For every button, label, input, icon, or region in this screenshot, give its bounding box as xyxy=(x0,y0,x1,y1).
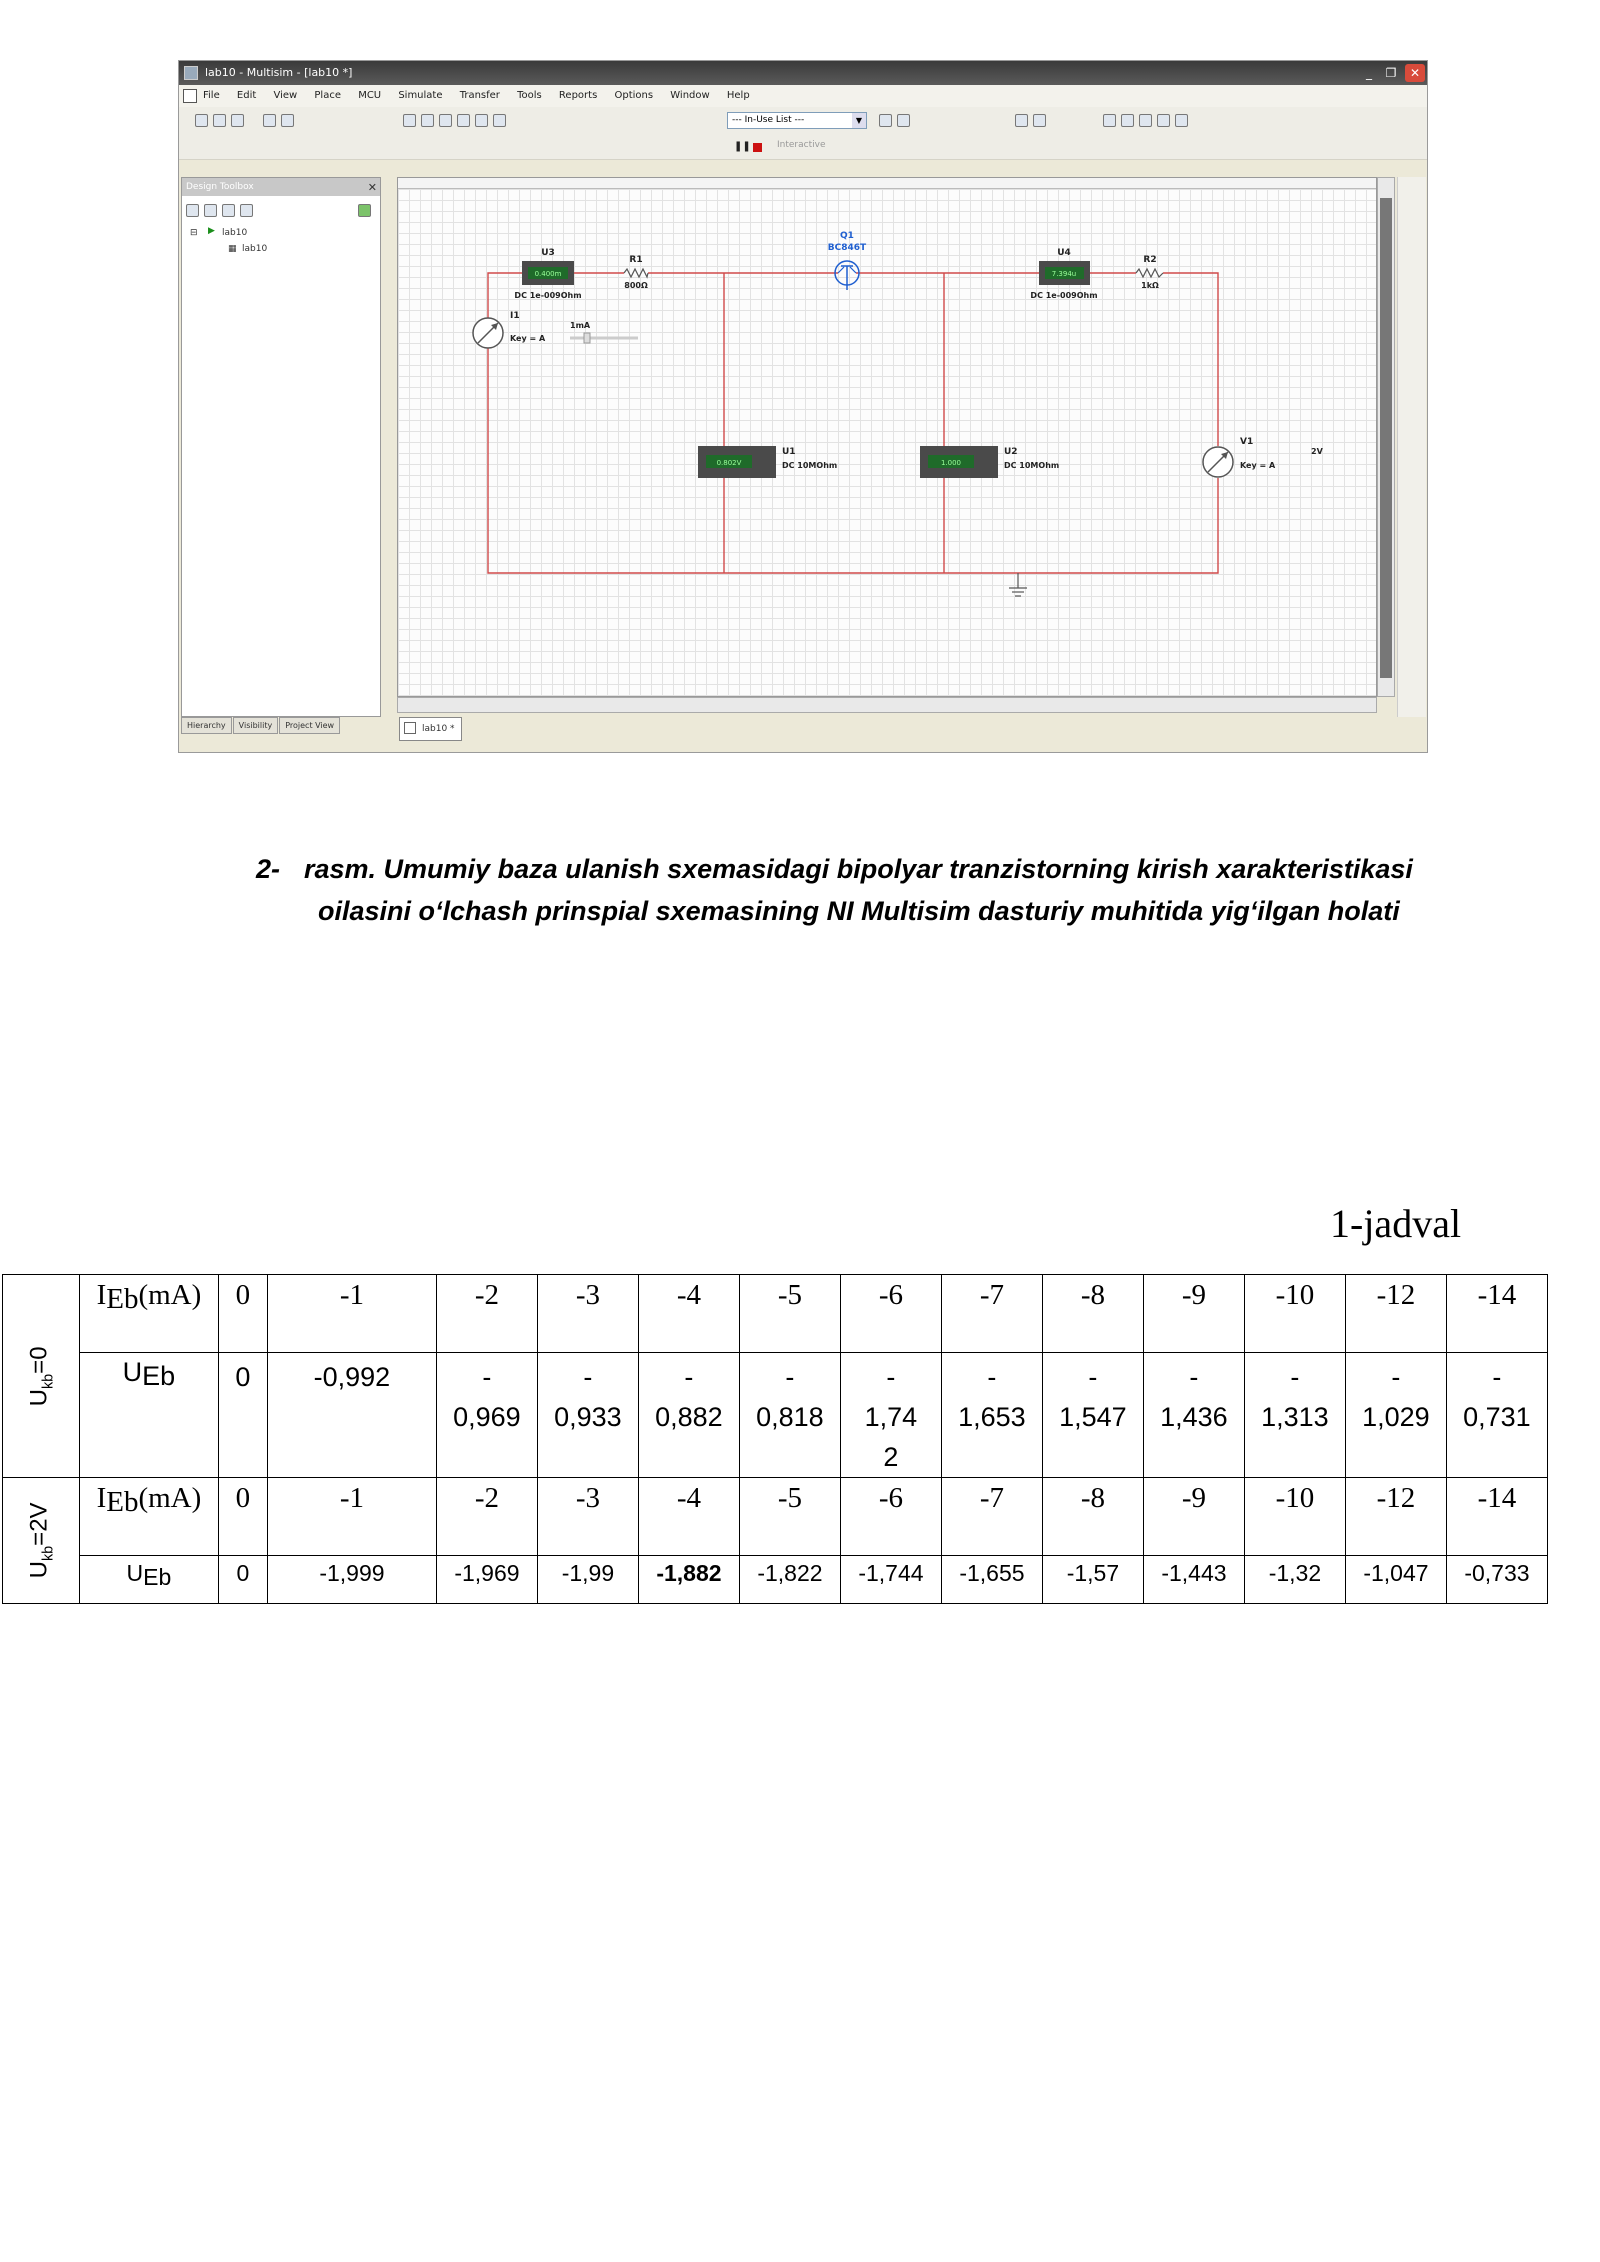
voltmeter-u2[interactable] xyxy=(920,446,1059,478)
label-unit: (mA) xyxy=(138,1279,202,1311)
cell-line: 2 xyxy=(883,1442,899,1472)
table-cell: -1,882 xyxy=(638,1556,739,1604)
menu-reports[interactable]: Reports xyxy=(558,90,598,101)
grapher-icon[interactable] xyxy=(475,114,488,127)
resistor-r2[interactable] xyxy=(1136,255,1163,290)
table-caption: 1-jadval xyxy=(1330,1201,1462,1246)
i1-value: 1mA xyxy=(570,321,591,330)
ground-symbol xyxy=(1009,573,1027,596)
in-use-list-dropdown[interactable] xyxy=(727,112,867,129)
table-cell: -1,32 xyxy=(1244,1556,1345,1604)
tree-item-root[interactable]: lab10 xyxy=(222,228,248,238)
r1-label: R1 xyxy=(629,255,643,265)
fullscreen-icon[interactable] xyxy=(1175,114,1188,127)
table-cell: 0 xyxy=(218,1478,267,1556)
instruments-toolbar xyxy=(1397,177,1426,717)
tab-lab10[interactable] xyxy=(399,717,462,741)
table-row-current xyxy=(3,1275,1548,1353)
save-icon[interactable] xyxy=(231,114,244,127)
menu-bar xyxy=(179,85,1427,107)
label-subscript: Eb xyxy=(143,1564,172,1591)
properties-icon[interactable] xyxy=(222,204,235,217)
play-icon: ▶ xyxy=(208,226,215,236)
cell-line: 0,933 xyxy=(554,1402,622,1432)
table-cell: -1,655 xyxy=(941,1556,1042,1604)
cell-line: - xyxy=(1088,1362,1098,1392)
tab-hierarchy[interactable]: Hierarchy xyxy=(181,717,232,734)
table-cell: -1 xyxy=(267,1478,436,1556)
wires xyxy=(488,273,1218,573)
cell-line: 1,313 xyxy=(1261,1402,1329,1432)
table-cell: -3 xyxy=(537,1478,638,1556)
database-icon[interactable] xyxy=(457,114,470,127)
toolbox-header xyxy=(182,178,380,196)
group-label-tail: =2V xyxy=(25,1502,53,1546)
u3-label: U3 xyxy=(541,248,555,258)
v1-value: 2V xyxy=(1311,447,1323,456)
open-icon[interactable] xyxy=(204,204,217,217)
cell-line: 1,029 xyxy=(1362,1402,1430,1432)
cell-line: -0,992 xyxy=(313,1362,391,1392)
table-cell: -1,999 xyxy=(267,1556,436,1604)
label-main: I xyxy=(96,1482,107,1514)
table-cell xyxy=(1042,1353,1143,1478)
label-main: U xyxy=(126,1560,144,1586)
probe-icon[interactable] xyxy=(879,114,892,127)
current-label xyxy=(79,1478,218,1556)
caption-text-1: rasm. Umumiy baza ulanish sxemasidagi bipolyar tranzistorning kirish xarakteristikasi xyxy=(304,854,1413,884)
new-page-icon[interactable] xyxy=(186,204,199,217)
u4-spec: DC 1e-009Ohm xyxy=(1030,291,1098,300)
table-cell: -10 xyxy=(1244,1478,1345,1556)
table-cell: -1,443 xyxy=(1143,1556,1244,1604)
r2-label: R2 xyxy=(1143,255,1157,265)
table-cell: -1 xyxy=(267,1275,436,1353)
current-source-i1[interactable] xyxy=(473,311,638,348)
cell-line: 1,653 xyxy=(958,1402,1026,1432)
group-label-main: U xyxy=(25,1561,53,1579)
minimize-button[interactable]: _ xyxy=(1366,66,1372,80)
document-icon xyxy=(183,89,197,103)
cell-line: - xyxy=(1189,1362,1199,1392)
list-view-icon[interactable] xyxy=(421,114,434,127)
window-title: lab10 - Multisim - [lab10 *] xyxy=(205,66,353,79)
in-use-list-value: --- In-Use List --- xyxy=(732,115,805,125)
menu-file[interactable]: File xyxy=(203,90,220,101)
zoom-out-icon[interactable] xyxy=(1121,114,1134,127)
schematic-icon xyxy=(404,722,416,734)
table-cell xyxy=(1345,1353,1446,1478)
cell-line: - xyxy=(886,1362,896,1392)
grid-view-icon[interactable] xyxy=(403,114,416,127)
table-cell: -14 xyxy=(1446,1275,1547,1353)
maximize-button[interactable]: ❐ xyxy=(1385,66,1397,80)
cell-line: - xyxy=(1391,1362,1401,1392)
table-cell xyxy=(739,1353,840,1478)
menu-help[interactable]: Help xyxy=(726,90,750,101)
table-cell: -3 xyxy=(537,1275,638,1353)
menu-edit[interactable]: Edit xyxy=(236,90,257,101)
cell-line: - xyxy=(482,1362,492,1392)
table-cell xyxy=(638,1353,739,1478)
table-cell xyxy=(1244,1353,1345,1478)
table-cell xyxy=(436,1353,537,1478)
voltmeter-u1[interactable] xyxy=(698,446,837,478)
tree-item-sheet[interactable]: lab10 xyxy=(242,244,268,254)
schematic-canvas[interactable] xyxy=(397,177,1377,697)
cell-line: 0 xyxy=(235,1362,251,1392)
cell-line: 1,547 xyxy=(1059,1402,1127,1432)
spreadsheet-icon[interactable] xyxy=(439,114,452,127)
canvas-tab-label: lab10 * xyxy=(422,724,455,734)
help-icon[interactable] xyxy=(1033,114,1046,127)
chevron-down-icon: ▼ xyxy=(852,113,866,128)
table-cell: -8 xyxy=(1042,1478,1143,1556)
table-cell: -9 xyxy=(1143,1478,1244,1556)
close-button[interactable]: ✕ xyxy=(1405,64,1425,82)
i1-key: Key = A xyxy=(510,334,546,343)
cell-line: 0,969 xyxy=(453,1402,521,1432)
menu-simulate[interactable]: Simulate xyxy=(398,90,443,101)
u1-reading: 0.802V xyxy=(716,459,742,467)
u1-label: U1 xyxy=(782,447,796,457)
ammeter-u3[interactable] xyxy=(514,248,581,300)
cell-line: 1,74 xyxy=(864,1402,918,1432)
label-main: I xyxy=(96,1279,107,1311)
table-cell: -2 xyxy=(436,1275,537,1353)
label-subscript: Eb xyxy=(106,1486,139,1519)
table-cell xyxy=(941,1353,1042,1478)
label-main: U xyxy=(122,1357,143,1387)
table-cell: -12 xyxy=(1345,1275,1446,1353)
table-cell xyxy=(1143,1353,1244,1478)
table-cell: -1,822 xyxy=(739,1556,840,1604)
current-label xyxy=(79,1275,218,1353)
table-cell: 0 xyxy=(218,1556,267,1604)
toolbox-tools xyxy=(186,202,376,220)
q1-label: Q1 xyxy=(840,231,854,241)
table-cell: -4 xyxy=(638,1478,739,1556)
search-icon[interactable] xyxy=(1015,114,1028,127)
cell-line: - xyxy=(987,1362,997,1392)
q1-model: BC846T xyxy=(827,243,867,253)
cell-line: - xyxy=(684,1362,694,1392)
u3-spec: DC 1e-009Ohm xyxy=(514,291,582,300)
menu-tools[interactable]: Tools xyxy=(517,90,542,101)
table-cell: 0 xyxy=(218,1275,267,1353)
resistor-r1[interactable] xyxy=(624,255,648,290)
table-cell: -7 xyxy=(941,1275,1042,1353)
group-label-sub: kb xyxy=(40,1373,57,1389)
stop-icon[interactable] xyxy=(753,143,762,152)
toolbox-tabs xyxy=(181,717,381,739)
cell-line: - xyxy=(583,1362,593,1392)
menu-place[interactable]: Place xyxy=(314,90,341,101)
table-cell: -9 xyxy=(1143,1275,1244,1353)
table-cell: -7 xyxy=(941,1478,1042,1556)
u4-reading: 7.394u xyxy=(1051,270,1077,278)
table-cell: -14 xyxy=(1446,1478,1547,1556)
refresh-icon[interactable] xyxy=(358,204,371,217)
cell-line: 1,436 xyxy=(1160,1402,1228,1432)
app-icon xyxy=(184,66,198,80)
close-icon[interactable]: ✕ xyxy=(367,181,377,194)
table-cell: -2 xyxy=(436,1478,537,1556)
table-body xyxy=(3,1275,1548,1604)
cell-line: 0,818 xyxy=(756,1402,824,1432)
i1-label: I1 xyxy=(510,311,520,321)
table-cell xyxy=(218,1353,267,1478)
design-toolbox xyxy=(181,177,381,717)
caption-number: 2- xyxy=(256,854,281,884)
table-cell: -4 xyxy=(638,1275,739,1353)
table-cell: -12 xyxy=(1345,1478,1446,1556)
label-subscript: Eb xyxy=(142,1361,176,1392)
multisim-window xyxy=(178,60,1428,753)
table-cell: -1,744 xyxy=(840,1556,941,1604)
open-folder-icon[interactable] xyxy=(213,114,226,127)
simulation-toolbar xyxy=(179,135,1427,160)
table-cell xyxy=(537,1353,638,1478)
simulation-mode[interactable]: Interactive xyxy=(777,140,826,150)
group-label-text xyxy=(26,1503,57,1579)
group-label-tail: =0 xyxy=(25,1346,53,1374)
table-cell: -10 xyxy=(1244,1275,1345,1353)
caption-line-1 xyxy=(256,848,1476,890)
r1-value: 800Ω xyxy=(624,281,648,290)
zoom-in-icon[interactable] xyxy=(1103,114,1116,127)
table-cell: -5 xyxy=(739,1275,840,1353)
cell-line xyxy=(219,1397,267,1437)
table-cell: -6 xyxy=(840,1478,941,1556)
title-bar xyxy=(179,61,1427,85)
table-cell: -6 xyxy=(840,1275,941,1353)
transistor-q1[interactable] xyxy=(828,231,867,290)
postprocessor-icon[interactable] xyxy=(493,114,506,127)
tab-visibility[interactable]: Visibility xyxy=(233,717,279,734)
table-row-voltage xyxy=(3,1556,1548,1604)
figure-caption xyxy=(256,848,1476,932)
cell-line: - xyxy=(1290,1362,1300,1392)
voltage-label xyxy=(79,1556,218,1604)
u2-spec: DC 10MOhm xyxy=(1004,461,1060,470)
u3-reading: 0.400m xyxy=(534,270,562,278)
table-cell xyxy=(840,1353,941,1478)
group-label-sub: kb xyxy=(40,1545,57,1562)
label-unit: (mA) xyxy=(138,1482,202,1514)
group-label xyxy=(3,1478,80,1604)
zoom-area-icon[interactable] xyxy=(1139,114,1152,127)
table-cell: -0,733 xyxy=(1446,1556,1547,1604)
menu-mcu[interactable]: MCU xyxy=(358,90,382,101)
table-cell xyxy=(267,1353,436,1478)
r2-value: 1kΩ xyxy=(1141,281,1159,290)
table-cell: -8 xyxy=(1042,1275,1143,1353)
cell-line xyxy=(268,1397,436,1437)
table-cell: -1,99 xyxy=(537,1556,638,1604)
vertical-scrollbar[interactable] xyxy=(1377,177,1395,697)
table-cell: -1,57 xyxy=(1042,1556,1143,1604)
circuit-schematic xyxy=(398,178,1376,696)
u4-label: U4 xyxy=(1057,248,1071,258)
tab-project-view[interactable]: Project View xyxy=(279,717,340,734)
v1-label: V1 xyxy=(1240,437,1254,447)
group-label-text xyxy=(26,1346,57,1406)
cell-line: - xyxy=(1492,1362,1502,1392)
u2-reading: 1.000 xyxy=(940,459,962,467)
menu-transfer[interactable]: Transfer xyxy=(459,90,500,101)
print-icon[interactable] xyxy=(263,114,276,127)
label-subscript: Eb xyxy=(106,1283,139,1316)
i1-slider-handle[interactable] xyxy=(584,333,590,343)
menu-window[interactable]: Window xyxy=(670,90,710,101)
measurement-table xyxy=(2,1274,1548,1604)
caption-text-2: oilasini o‘lchash prinspial sxemasining NI Multisim dasturiy muhitida yig‘ilgan holati xyxy=(318,896,1400,926)
new-file-icon[interactable] xyxy=(195,114,208,127)
u1-spec: DC 10MOhm xyxy=(782,461,838,470)
v1-key: Key = A xyxy=(1240,461,1276,470)
table-cell xyxy=(1446,1353,1547,1478)
table-cell: -1,969 xyxy=(436,1556,537,1604)
cell-line: 0,882 xyxy=(655,1402,723,1432)
menu-options[interactable]: Options xyxy=(614,90,654,101)
main-toolbar xyxy=(179,107,1427,136)
table-cell: -1,047 xyxy=(1345,1556,1446,1604)
cell-line: - xyxy=(785,1362,795,1392)
table-row-current xyxy=(3,1478,1548,1556)
sheet-icon: ▦ xyxy=(228,244,237,254)
print-preview-icon[interactable] xyxy=(281,114,294,127)
copy-icon[interactable] xyxy=(240,204,253,217)
group-label-main: U xyxy=(25,1388,53,1406)
scrollbar-thumb[interactable] xyxy=(1380,198,1392,678)
table-cell: -5 xyxy=(739,1478,840,1556)
voltage-source-v1[interactable] xyxy=(1203,437,1324,477)
table-row-voltage xyxy=(3,1353,1548,1478)
u2-label: U2 xyxy=(1004,447,1018,457)
group-label xyxy=(3,1275,80,1478)
zoom-fit-icon[interactable] xyxy=(1157,114,1170,127)
ammeter-u4[interactable] xyxy=(1030,248,1097,300)
analysis-icon[interactable] xyxy=(897,114,910,127)
horizontal-scrollbar[interactable] xyxy=(397,697,1377,713)
pause-icon[interactable]: ❚❚ xyxy=(734,141,751,152)
cell-line: 0,731 xyxy=(1463,1402,1531,1432)
toolbox-title: Design Toolbox xyxy=(186,182,254,192)
voltage-label xyxy=(79,1353,218,1478)
expand-icon[interactable]: ⊟ xyxy=(190,228,198,238)
menu-view[interactable]: View xyxy=(273,90,298,101)
